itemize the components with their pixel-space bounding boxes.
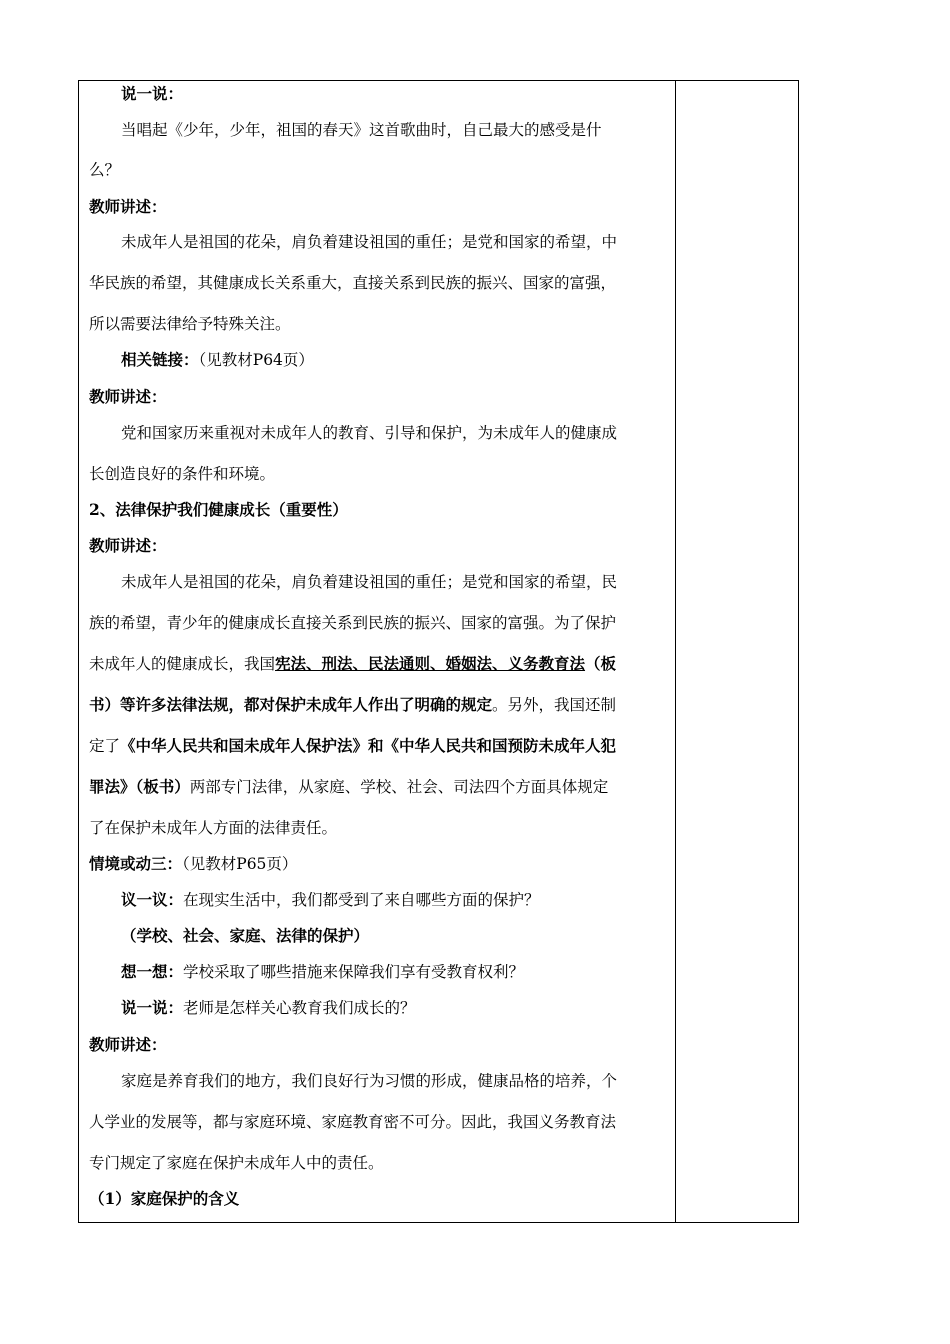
heading-line: 教师讲述：	[89, 197, 167, 216]
text-line: 家庭是养育我们的地方，我们良好行为习惯的形成，健康品格的培养，个	[121, 1072, 618, 1090]
link-label: 相关链接：	[121, 350, 199, 369]
text-line: 了在保护未成年人方面的法律责任。	[89, 819, 338, 837]
link-ref: （见教材P64页）	[198, 351, 314, 369]
text-line: 长创造良好的条件和环境。	[89, 465, 276, 483]
text-line: 书）等许多法律法规，都对保护未成年人作出了明确的规定。另外，我国还制	[89, 695, 617, 714]
text-line: 所以需要法律给予特殊关注。	[89, 315, 291, 333]
text-line: 么？	[89, 161, 121, 179]
text-line: 情境或动三：（见教材P65页）	[89, 854, 298, 873]
text-line: 华民族的希望，其健康成长关系重大，直接关系到民族的振兴、国家的富强，	[89, 274, 617, 292]
text-line: 定了《中华人民共和国未成年人保护法》和《中华人民共和国预防未成年人犯	[89, 736, 617, 755]
column-divider	[675, 81, 676, 1222]
text-line: 当唱起《少年，少年，祖国的春天》这首歌曲时，自己最大的感受是什	[121, 121, 602, 139]
lesson-table	[78, 80, 799, 1223]
heading-line: 教师讲述：	[89, 1035, 167, 1054]
text-line	[121, 350, 314, 370]
section-heading: 2、法律保护我们健康成长（重要性）	[89, 500, 348, 519]
heading-line: 教师讲述：	[89, 536, 167, 555]
text-line: 未成年人是祖国的花朵，肩负着建设祖国的重任；是党和国家的希望，中	[121, 233, 618, 251]
underlined-laws: 宪法、刑法、民法通则、婚姻法、义务教育法	[275, 654, 586, 673]
text-line: 罪法》（板书）两部专门法律，从家庭、学校、社会、司法四个方面具体规定	[89, 777, 609, 796]
text-line: 专门规定了家庭在保护未成年人中的责任。	[89, 1154, 384, 1172]
text-line: 未成年人的健康成长，我国宪法、刑法、民法通则、婚姻法、义务教育法（板	[89, 654, 617, 673]
text-line: 族的希望，青少年的健康成长直接关系到民族的振兴、国家的富强。为了保护	[89, 614, 617, 632]
text-line: （学校、社会、家庭、法律的保护）	[121, 926, 370, 945]
text-line: 党和国家历来重视对未成年人的教育、引导和保护，为未成年人的健康成	[121, 424, 618, 442]
text-line: 人学业的发展等，都与家庭环境、家庭教育密不可分。因此，我国义务教育法	[89, 1113, 617, 1131]
subsection-heading: （1）家庭保护的含义	[89, 1189, 240, 1208]
text-line: 想一想：学校采取了哪些措施来保障我们享有受教育权利？	[121, 962, 525, 981]
heading-line: 教师讲述：	[89, 387, 167, 406]
text-line: 说一说：老师是怎样关心教育我们成长的？	[121, 998, 416, 1017]
text-line: 说一说：	[121, 84, 184, 103]
text-line: 未成年人是祖国的花朵，肩负着建设祖国的重任；是党和国家的希望，民	[121, 573, 618, 591]
text-line: 议一议：在现实生活中，我们都受到了来自哪些方面的保护？	[121, 890, 540, 909]
